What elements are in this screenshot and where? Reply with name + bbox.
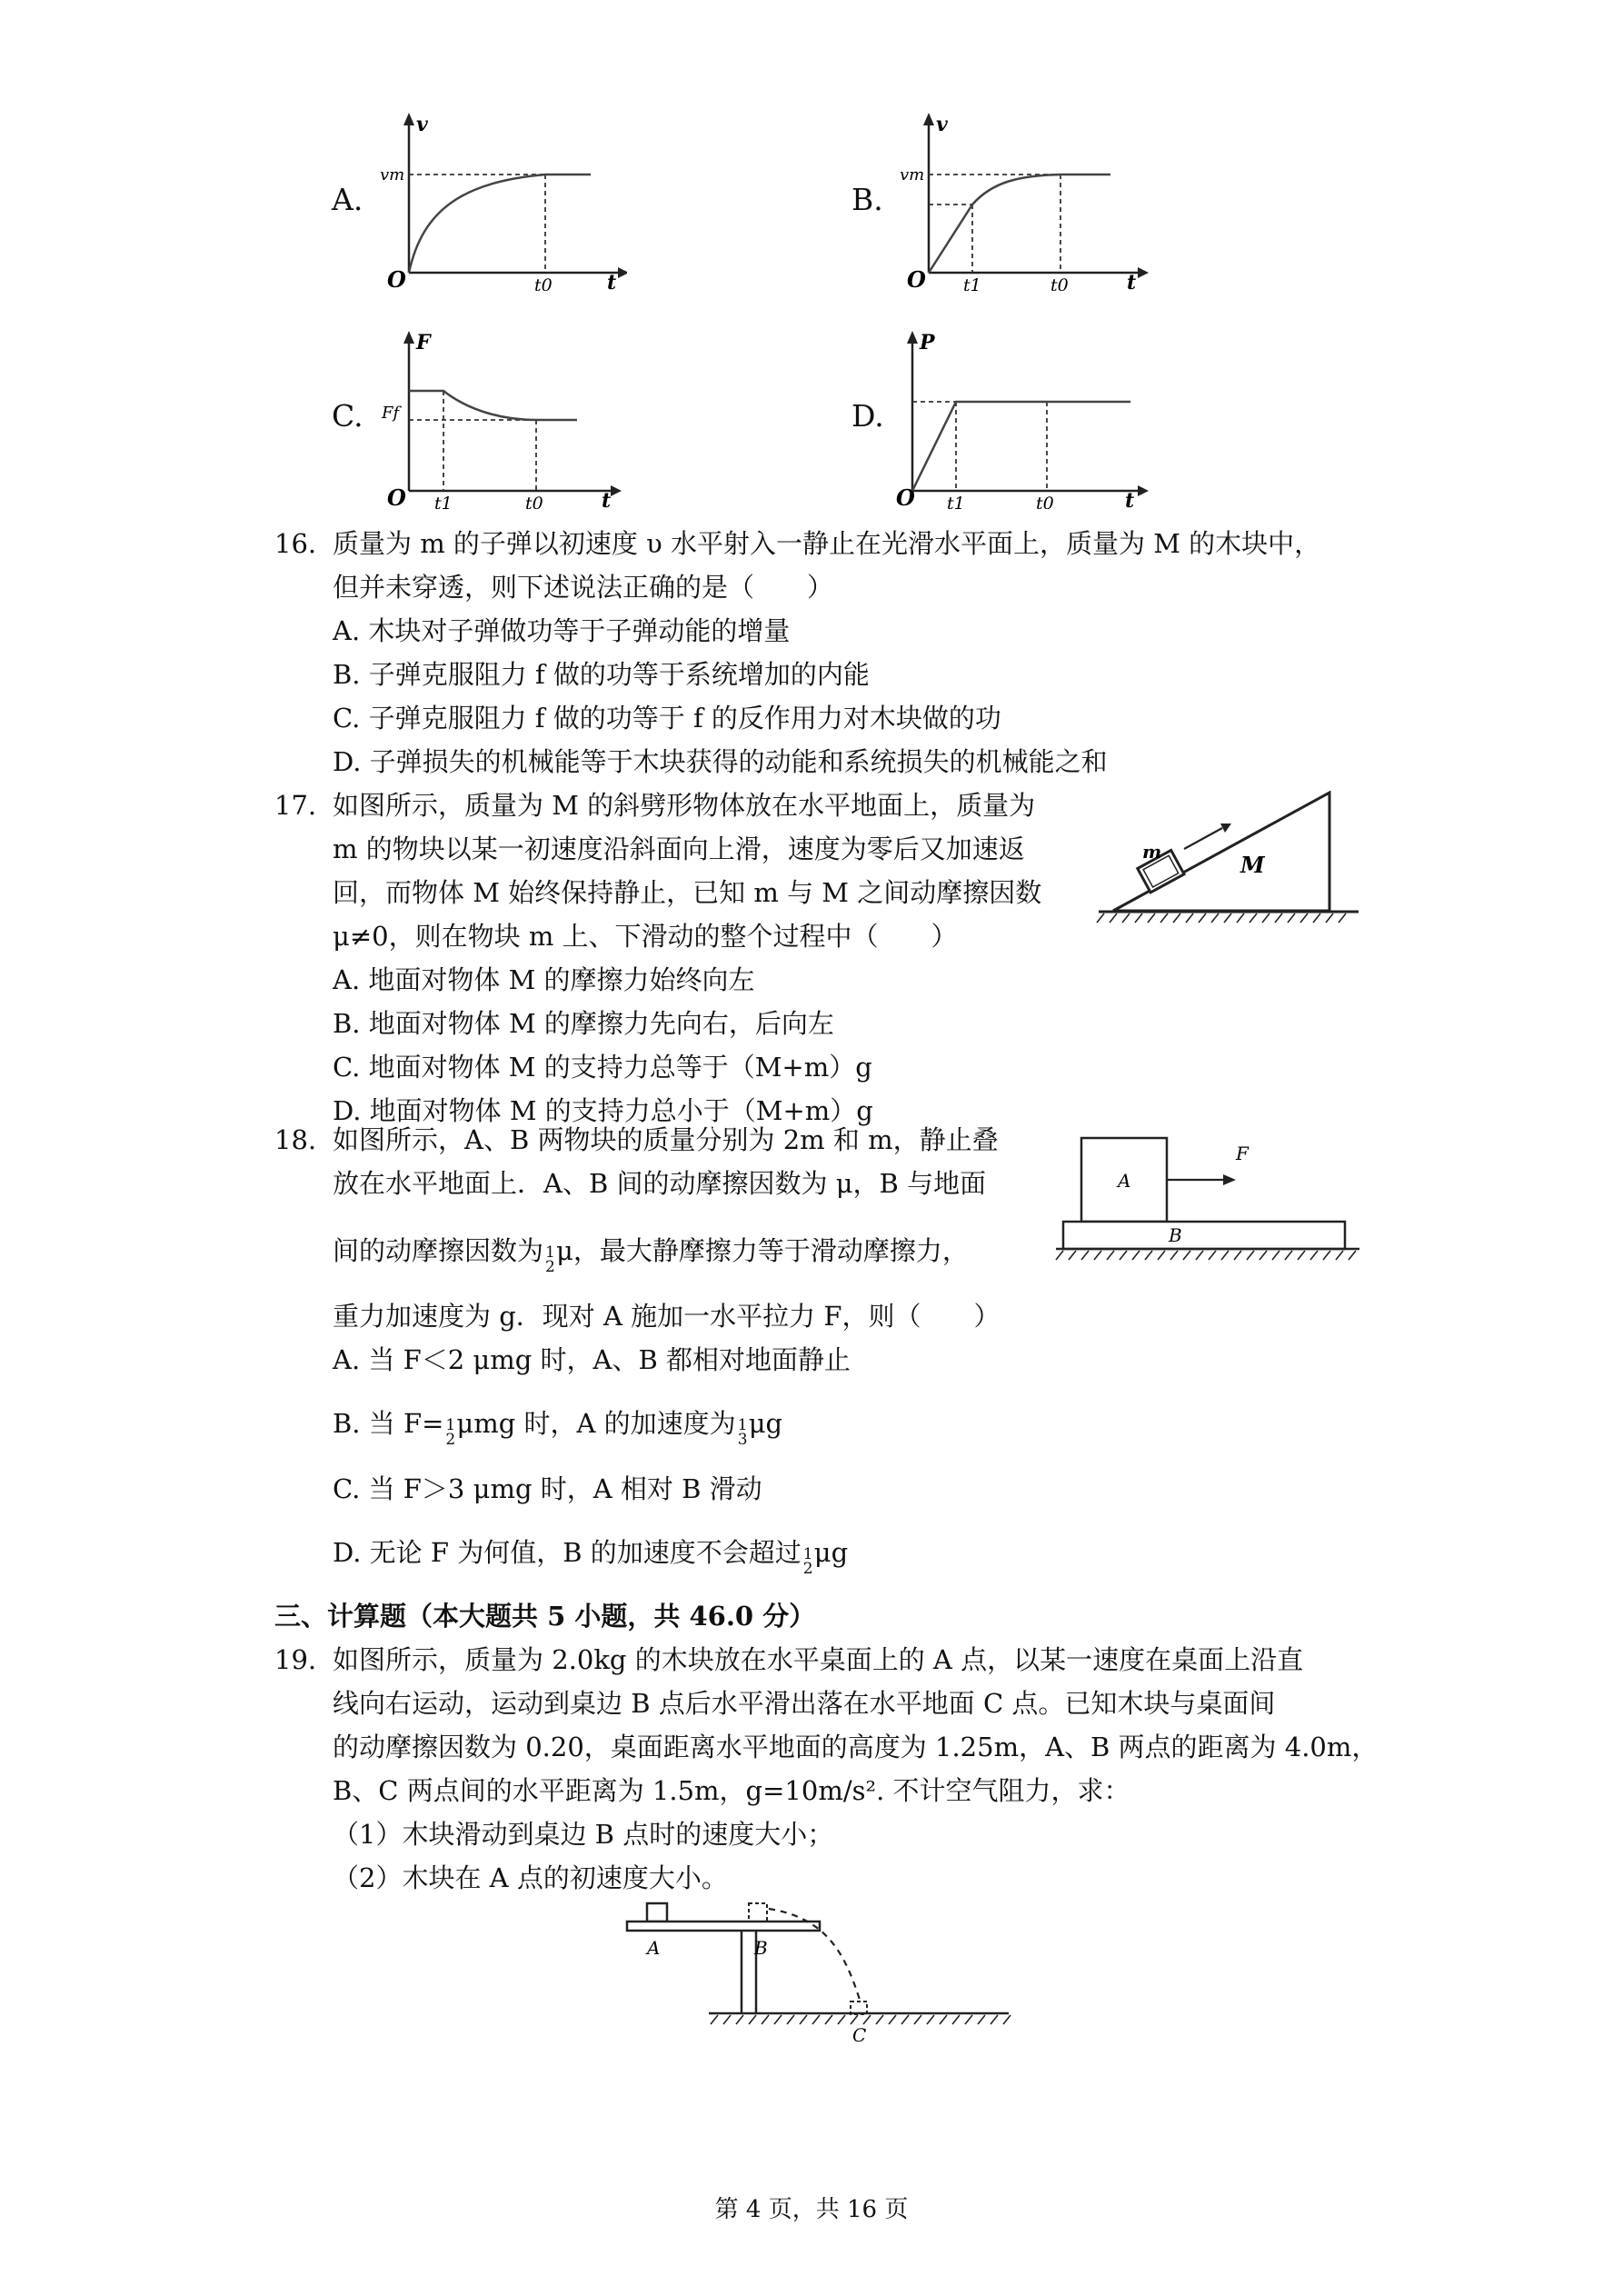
q16-stem-line2: 但并未穿透，则下述说法正确的是（ ） <box>333 572 834 603</box>
option-b-letter: B. <box>851 182 883 217</box>
option-d-letter: D. <box>851 398 884 434</box>
q19-stem-line1: 如图所示，质量为 2.0kg 的木块放在水平桌面上的 A 点，以某一速度在桌面上沿直 <box>333 1644 1304 1675</box>
frac-num: 1 <box>545 1243 555 1262</box>
q18-option-c[interactable]: C. 当 F＞3 μmg 时，A 相对 B 滑动 <box>333 1473 762 1504</box>
q16-option-b[interactable]: B. 子弹克服阻力 f 做的功等于系统增加的内能 <box>333 659 870 690</box>
page-footer: 第 4 页，共 16 页 <box>714 2196 909 2223</box>
q18-stacked-blocks-figure <box>1054 1127 1363 1263</box>
fraction-half <box>443 1405 456 1449</box>
axis-x-label: t <box>607 271 617 291</box>
axis-x-label: t <box>602 489 612 509</box>
graph-a-velocity-time <box>373 109 627 291</box>
q18-option-b[interactable] <box>333 1405 783 1449</box>
q17-m-label: m <box>1142 841 1162 863</box>
frac-num: 1 <box>737 1416 748 1434</box>
origin-label: O <box>387 266 406 291</box>
t0-label: t0 <box>534 275 553 291</box>
q18-f-label: F <box>1236 1143 1249 1164</box>
frac-den: 2 <box>802 1560 813 1578</box>
q17-big-m-label: M <box>1240 852 1265 878</box>
q18-stem-line4: 重力加速度为 g．现对 A 施加一水平拉力 F，则（ ） <box>333 1301 1001 1332</box>
q19-stem-line4: B、C 两点间的水平距离为 1.5m，g=10m/s². 不计空气阻力，求： <box>333 1775 1130 1806</box>
q18-option-a[interactable]: A. 当 F＜2 μmg 时，A、B 都相对地面静止 <box>333 1344 851 1375</box>
q19-number: 19. <box>274 1644 317 1675</box>
axis-x-label: t <box>1127 271 1137 291</box>
axis-y-label: v <box>416 113 428 136</box>
q18-optb-part1: B. 当 F= <box>333 1408 444 1439</box>
q18-b-label: B <box>1169 1224 1182 1246</box>
q16-option-c[interactable]: C. 子弹克服阻力 f 做的功等于 f 的反作用力对木块做的功 <box>333 703 1001 734</box>
q18-optb-part2: μmg 时，A 的加速度为 <box>456 1408 736 1439</box>
frac-num: 1 <box>445 1416 456 1434</box>
vm-label: vm <box>900 165 925 185</box>
q18-stem-line2: 放在水平地面上．A、B 间的动摩擦因数为 μ，B 与地面 <box>333 1168 987 1199</box>
origin-label: O <box>896 484 915 509</box>
t0-label: t0 <box>525 494 543 509</box>
q18-option-d[interactable] <box>333 1534 849 1578</box>
q17-option-a[interactable]: A. 地面对物体 M 的摩擦力始终向左 <box>333 964 755 995</box>
t1-label: t1 <box>963 275 981 291</box>
q18-stem-line3 <box>333 1233 969 1276</box>
q18-optb-part3: μg <box>748 1408 783 1439</box>
graph-b-velocity-time <box>892 109 1156 291</box>
vm-label: vm <box>380 165 405 185</box>
axis-y-label: P <box>920 331 935 354</box>
q19-table-projectile-figure <box>618 1900 1018 2045</box>
fraction-third <box>736 1405 749 1449</box>
q19-subquestion-2: （2）木块在 A 点的初速度大小。 <box>333 1862 728 1893</box>
q17-stem-line1: 如图所示，质量为 M 的斜劈形物体放在水平地面上，质量为 <box>333 790 1036 821</box>
q19-stem-line2: 线向右运动，运动到桌边 B 点后水平滑出落在水平地面 C 点。已知木块与桌面间 <box>333 1688 1276 1719</box>
q16-stem-line1: 质量为 m 的子弹以初速度 υ 水平射入一静止在光滑水平面上，质量为 M 的木块中， <box>333 528 1321 559</box>
q18-stem-line1: 如图所示，A、B 两物块的质量分别为 2m 和 m，静止叠 <box>333 1124 999 1155</box>
fraction-half <box>802 1534 814 1578</box>
q17-incline-figure <box>1095 784 1368 929</box>
q18-optd-part1: D. 无论 F 为何值，B 的加速度不会超过 <box>333 1537 802 1568</box>
q18-a-label: A <box>1118 1170 1131 1192</box>
ff-label: Ff <box>382 404 400 423</box>
q16-option-a[interactable]: A. 木块对子弹做功等于子弹动能的增量 <box>333 615 791 646</box>
t1-label: t1 <box>947 494 965 509</box>
q16-number: 16. <box>274 528 317 559</box>
t0-label: t0 <box>1036 494 1054 509</box>
frac-num: 1 <box>802 1545 813 1563</box>
axis-x-label: t <box>1125 489 1135 509</box>
frac-den: 2 <box>545 1258 555 1276</box>
q18-optd-part2: μg <box>813 1537 849 1568</box>
q17-option-d[interactable]: D. 地面对物体 M 的支持力总小于（M+m）g <box>333 1095 873 1126</box>
origin-label: O <box>907 266 926 291</box>
q17-stem-line2: m 的物块以某一初速度沿斜面向上滑，速度为零后又加速返 <box>333 834 1025 864</box>
option-a-letter: A. <box>332 182 363 217</box>
q19-stem-line3: 的动摩擦因数为 0.20，桌面距离水平地面的高度为 1.25m，A、B 两点的距离为 4.0m， <box>333 1732 1379 1762</box>
q19-c-label: C <box>852 2024 867 2045</box>
frac-den: 3 <box>737 1431 748 1449</box>
axis-y-label: F <box>416 331 431 354</box>
q18-line3-part2: μ，最大静摩擦力等于滑动摩擦力， <box>556 1235 969 1266</box>
option-c-letter: C. <box>332 398 363 434</box>
q16-option-d[interactable]: D. 子弹损失的机械能等于木块获得的动能和系统损失的机械能之和 <box>333 746 1108 777</box>
q17-stem-line4: μ≠0，则在物块 m 上、下滑动的整个过程中（ ） <box>333 921 958 952</box>
t0-label: t0 <box>1050 275 1069 291</box>
q18-number: 18. <box>274 1124 317 1155</box>
axis-y-label: v <box>936 113 948 136</box>
fraction-half <box>543 1233 556 1276</box>
q17-stem-line3: 回，而物体 M 始终保持静止，已知 m 与 M 之间动摩擦因数 <box>333 877 1042 908</box>
q19-a-label: A <box>647 1937 661 1959</box>
section-heading: 三、计算题（本大题共 5 小题，共 46.0 分） <box>274 1601 816 1632</box>
origin-label: O <box>387 484 406 509</box>
q19-subquestion-1: （1）木块滑动到桌边 B 点时的速度大小； <box>333 1819 834 1850</box>
frac-den: 2 <box>445 1431 456 1449</box>
t1-label: t1 <box>434 494 453 509</box>
q19-b-label: B <box>754 1937 768 1959</box>
graph-c-force-time <box>373 327 627 509</box>
q17-number: 17. <box>274 790 317 821</box>
q17-option-b[interactable]: B. 地面对物体 M 的摩擦力先向右，后向左 <box>333 1008 834 1039</box>
q18-line3-part1: 间的动摩擦因数为 <box>333 1235 544 1266</box>
graph-d-power-time <box>892 327 1156 509</box>
q17-option-c[interactable]: C. 地面对物体 M 的支持力总等于（M+m）g <box>333 1052 872 1083</box>
